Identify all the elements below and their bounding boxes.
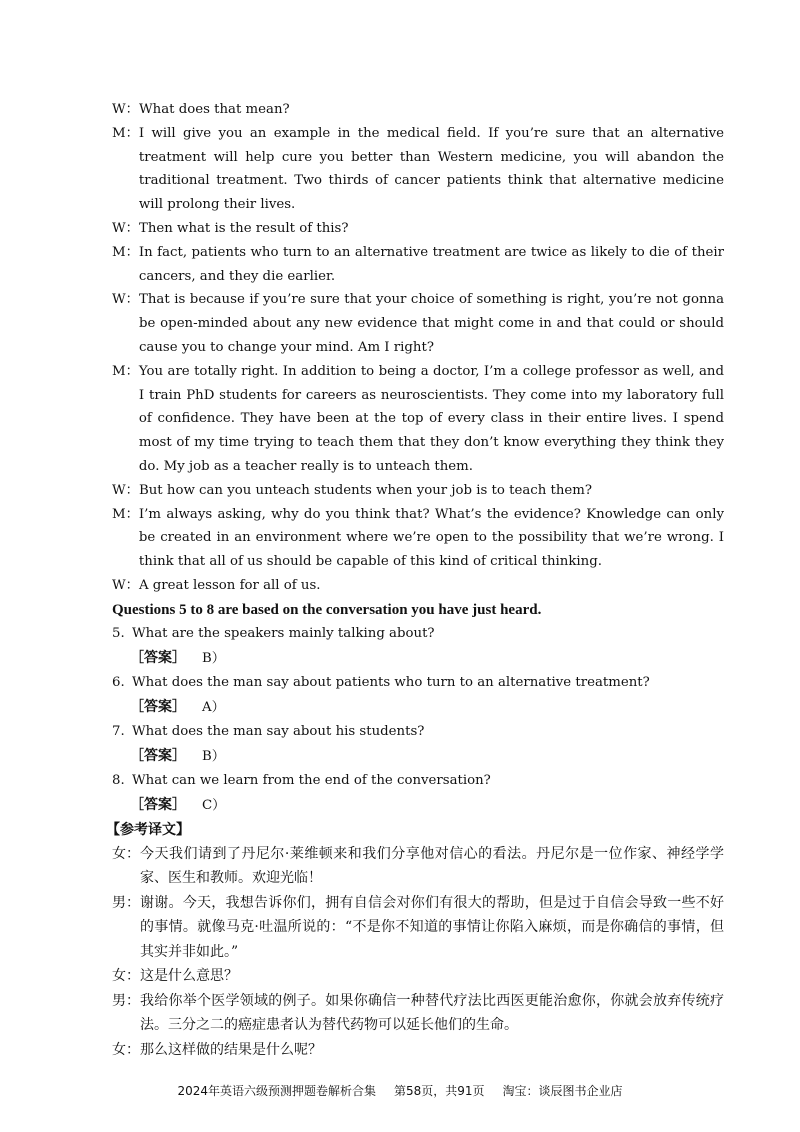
speaker-label: W： [112,577,139,593]
dialogue-section [112,98,724,598]
dialogue-text: I’m always asking, why do you think that? What’s the evidence? Knowledge can only be created in an environment where we’re open to the possibility that we’re wrong. I think that all of us should be capable of this kind of critical thinking. [138,506,724,570]
speaker-label: W： [112,220,139,236]
answer-label: ［答案］ [130,649,186,666]
page-content [106,98,724,1062]
speaker-label: W： [112,482,139,498]
translation-heading: 【参考译文】 [106,821,190,838]
dialogue-line [112,122,724,217]
speaker-label: 男： [112,992,140,1009]
answer-value: A） [202,699,225,715]
answer-value: C） [202,797,226,813]
speaker-label: M： [112,506,139,522]
question-item [112,769,724,793]
dialogue-text: But how can you unteach students when your job is to teach them? [138,482,593,498]
dialogue-text: You are totally right. In addition to being a doctor, I’m a college professor as well, and I train PhD students for careers as neuroscientists. They come into my laboratory full of confidence. They have been at the top of every class in their entire lives. I spend most of my time trying to teach them that they don’t know everything they think they do. My job as a teacher really is to unteach them. [138,363,724,474]
question-item [112,720,724,744]
translation-text: 那么这样做的结果是什么呢？ [140,1041,322,1058]
translation-text: 这是什么意思？ [140,968,238,985]
question-text: What does the man say about patients who turn to an alternative treatment? [132,674,650,690]
dialogue-line [112,288,724,359]
dialogue-text: In fact, patients who turn to an alternative treatment are twice as likely to die of their cancers, and they die earlier. [138,244,724,284]
translation-line [112,1038,724,1063]
footer-book-title: 2024年英语六级预测押题卷解析合集 [177,1084,376,1098]
translation-line [112,842,724,891]
answer-line [112,793,724,818]
question-item [112,671,724,695]
answer-line [112,744,724,769]
questions-heading: Questions 5 to 8 are based on the conversation you have just heard. [112,601,542,618]
speaker-label: 女： [112,968,140,985]
answer-value: B） [202,748,226,764]
dialogue-text: A great lesson for all of us. [138,577,321,593]
question-item [112,622,724,646]
speaker-label: 女： [112,1041,140,1058]
dialogue-text: I will give you an example in the medical field. If you’re sure that an alternative treatment will help cure you better than Western medicine, you will abandon the traditional treatment. Two thirds of cancer patients think that alternative medicine will prolong their lives. [138,125,724,213]
translation-line [112,989,724,1038]
dialogue-line [112,574,724,598]
question-text: What are the speakers mainly talking about? [132,625,435,641]
translation-line [112,964,724,989]
answer-line [112,646,724,671]
question-number: 8. [112,772,125,788]
question-number: 6. [112,674,125,690]
speaker-label: M： [112,125,139,141]
speaker-label: 女： [112,845,140,862]
dialogue-line [112,217,724,241]
question-text: What can we learn from the end of the conversation? [132,772,491,788]
speaker-label: W： [112,102,139,117]
question-number: 5. [112,625,125,641]
dialogue-text: What does that mean? [138,102,290,117]
question-text: What does the man say about his students? [132,723,425,739]
answer-label: ［答案］ [130,747,186,764]
dialogue-line [112,360,724,479]
speaker-label: M： [112,244,139,260]
dialogue-text: That is because if you’re sure that your choice of something is right, you’re not gonna be open-minded about any new evidence that might come in and that could or should cause you to change your mind. Am I right? [138,292,724,355]
translation-line [112,891,724,965]
footer-page-number: 第58页，共91页 [393,1084,485,1098]
answer-label: ［答案］ [130,698,186,715]
question-number: 7. [112,723,125,739]
translation-section [112,842,724,1063]
page-footer [0,1082,800,1100]
translation-text: 今天我们请到了丹尼尔·莱维顿来和我们分享他对信心的看法。丹尼尔是一位作家、神经学学家、医生和教师。欢迎光临！ [140,845,724,887]
dialogue-text: Then what is the result of this? [138,220,349,236]
speaker-label: M： [112,363,139,379]
dialogue-line [112,479,724,503]
speaker-label: 男： [112,894,140,911]
answer-value: B） [202,650,226,666]
translation-text: 我给你举个医学领域的例子。如果你确信一种替代疗法比西医更能治愈你，你就会放弃传统疗法。三分之二的癌症患者认为替代药物可以延长他们的生命。 [140,992,724,1034]
speaker-label: W： [112,292,139,308]
answer-line [112,695,724,720]
questions-section [112,622,724,818]
dialogue-line [112,503,724,574]
dialogue-line [112,241,724,289]
dialogue-line [112,98,724,122]
footer-shop: 淘宝：谈辰图书企业店 [502,1084,623,1098]
answer-label: ［答案］ [130,796,186,813]
translation-text: 谢谢。今天，我想告诉你们，拥有自信会对你们有很大的帮助，但是过于自信会导致一些不好的事情。就像马克·吐温所说的：“不是你不知道的事情让你陷入麻烦，而是你确信的事情，但其实并非如此。” [140,894,724,960]
